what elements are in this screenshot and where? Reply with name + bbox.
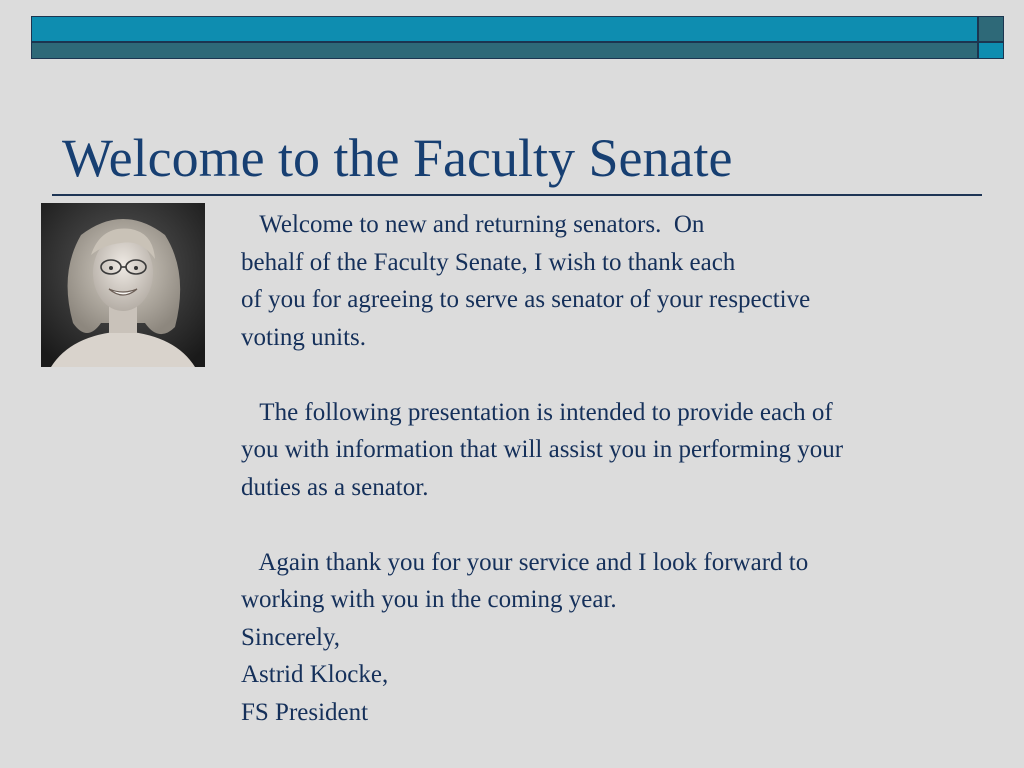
header-square-top xyxy=(978,16,1004,42)
signer-title: FS President xyxy=(241,698,369,726)
slide-title: Welcome to the Faculty Senate xyxy=(62,128,733,188)
paragraph-gap xyxy=(241,506,981,544)
header-square-bottom xyxy=(978,42,1004,59)
paragraph-gap xyxy=(241,356,981,394)
paragraph-2-line-1: The following presentation is intended to provide each of xyxy=(241,398,833,426)
paragraph-1-line-3: of you for agreeing to serve as senator of your respective xyxy=(241,286,811,313)
paragraph-1-line-1: Welcome to new and returning senators. On xyxy=(241,211,705,238)
paragraph-2-line-3: duties as a senator. xyxy=(241,473,429,501)
signer-name: Astrid Klocke, xyxy=(241,661,389,688)
portrait-photo xyxy=(41,203,205,367)
closing-line: Sincerely, xyxy=(241,623,341,651)
title-underline xyxy=(52,194,982,196)
paragraph-3-line-1: Again thank you for your service and I look forward to xyxy=(241,548,809,576)
paragraph-3-line-2: working with you in the coming year. xyxy=(241,586,617,613)
paragraph-2-line-2: you with information that will assist you in performing your xyxy=(241,436,844,463)
portrait-image xyxy=(41,203,205,367)
letter-body xyxy=(241,206,981,731)
paragraph-1-line-2: behalf of the Faculty Senate, I wish to thank each xyxy=(241,248,736,276)
header-bar-bottom xyxy=(31,42,978,59)
header-bar-top xyxy=(31,16,978,42)
paragraph-1-line-4: voting units. xyxy=(241,323,367,351)
